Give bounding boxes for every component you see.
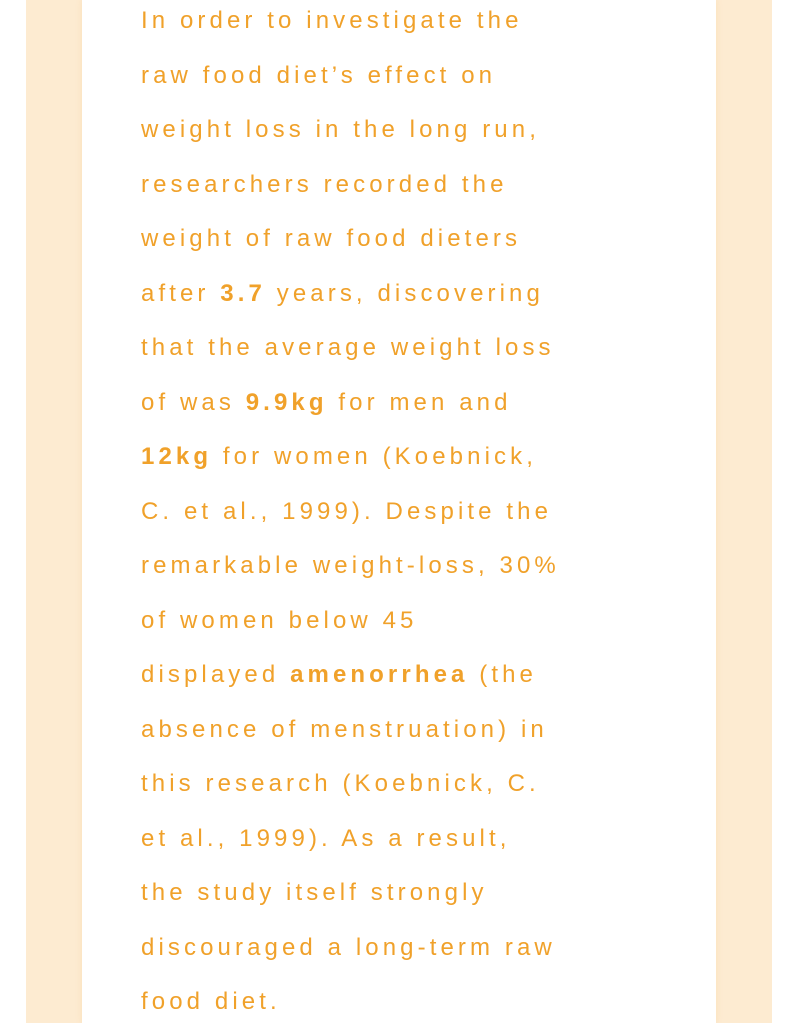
- text-line: discouraged a long-term raw: [141, 933, 556, 961]
- text-line: [141, 267, 701, 322]
- text-line: remarkable weight-loss, 30%: [141, 552, 560, 579]
- text-line: weight loss in the long run,: [141, 116, 540, 143]
- text-line: the study itself strongly: [141, 879, 488, 906]
- highlight-women-weight: 12kg: [141, 443, 213, 470]
- text-line: raw food diet’s effect on: [141, 61, 497, 89]
- text-line: this research (Koebnick, C.: [141, 770, 540, 797]
- text-line: [141, 430, 701, 485]
- text-line: of women below 45: [141, 606, 418, 634]
- highlight-men-weight: 9.9kg: [245, 388, 328, 416]
- highlight-amenorrhea: amenorrhea: [290, 661, 469, 688]
- text-run: for women (Koebnick,: [212, 443, 537, 470]
- text-line: weight of raw food dieters: [141, 225, 522, 252]
- text-run: displayed: [141, 661, 291, 688]
- highlight-years: 3.7: [220, 279, 266, 307]
- text-line: [141, 648, 701, 703]
- text-line: et al., 1999). As a result,: [141, 824, 511, 852]
- text-run: years, discovering: [265, 279, 544, 307]
- text-line: In order to investigate the: [141, 7, 523, 34]
- text-line: researchers recorded the: [141, 170, 508, 198]
- text-line: absence of menstruation) in: [141, 715, 548, 743]
- text-line: [141, 376, 701, 431]
- body-paragraph: [141, 0, 701, 1023]
- text-run: (the: [468, 661, 537, 688]
- text-run: after: [141, 279, 221, 307]
- text-line: food diet.: [141, 988, 281, 1015]
- text-line: that the average weight loss: [141, 334, 555, 361]
- text-run: for men and: [327, 388, 512, 416]
- text-line: C. et al., 1999). Despite the: [141, 497, 553, 525]
- text-run: of was: [141, 388, 246, 416]
